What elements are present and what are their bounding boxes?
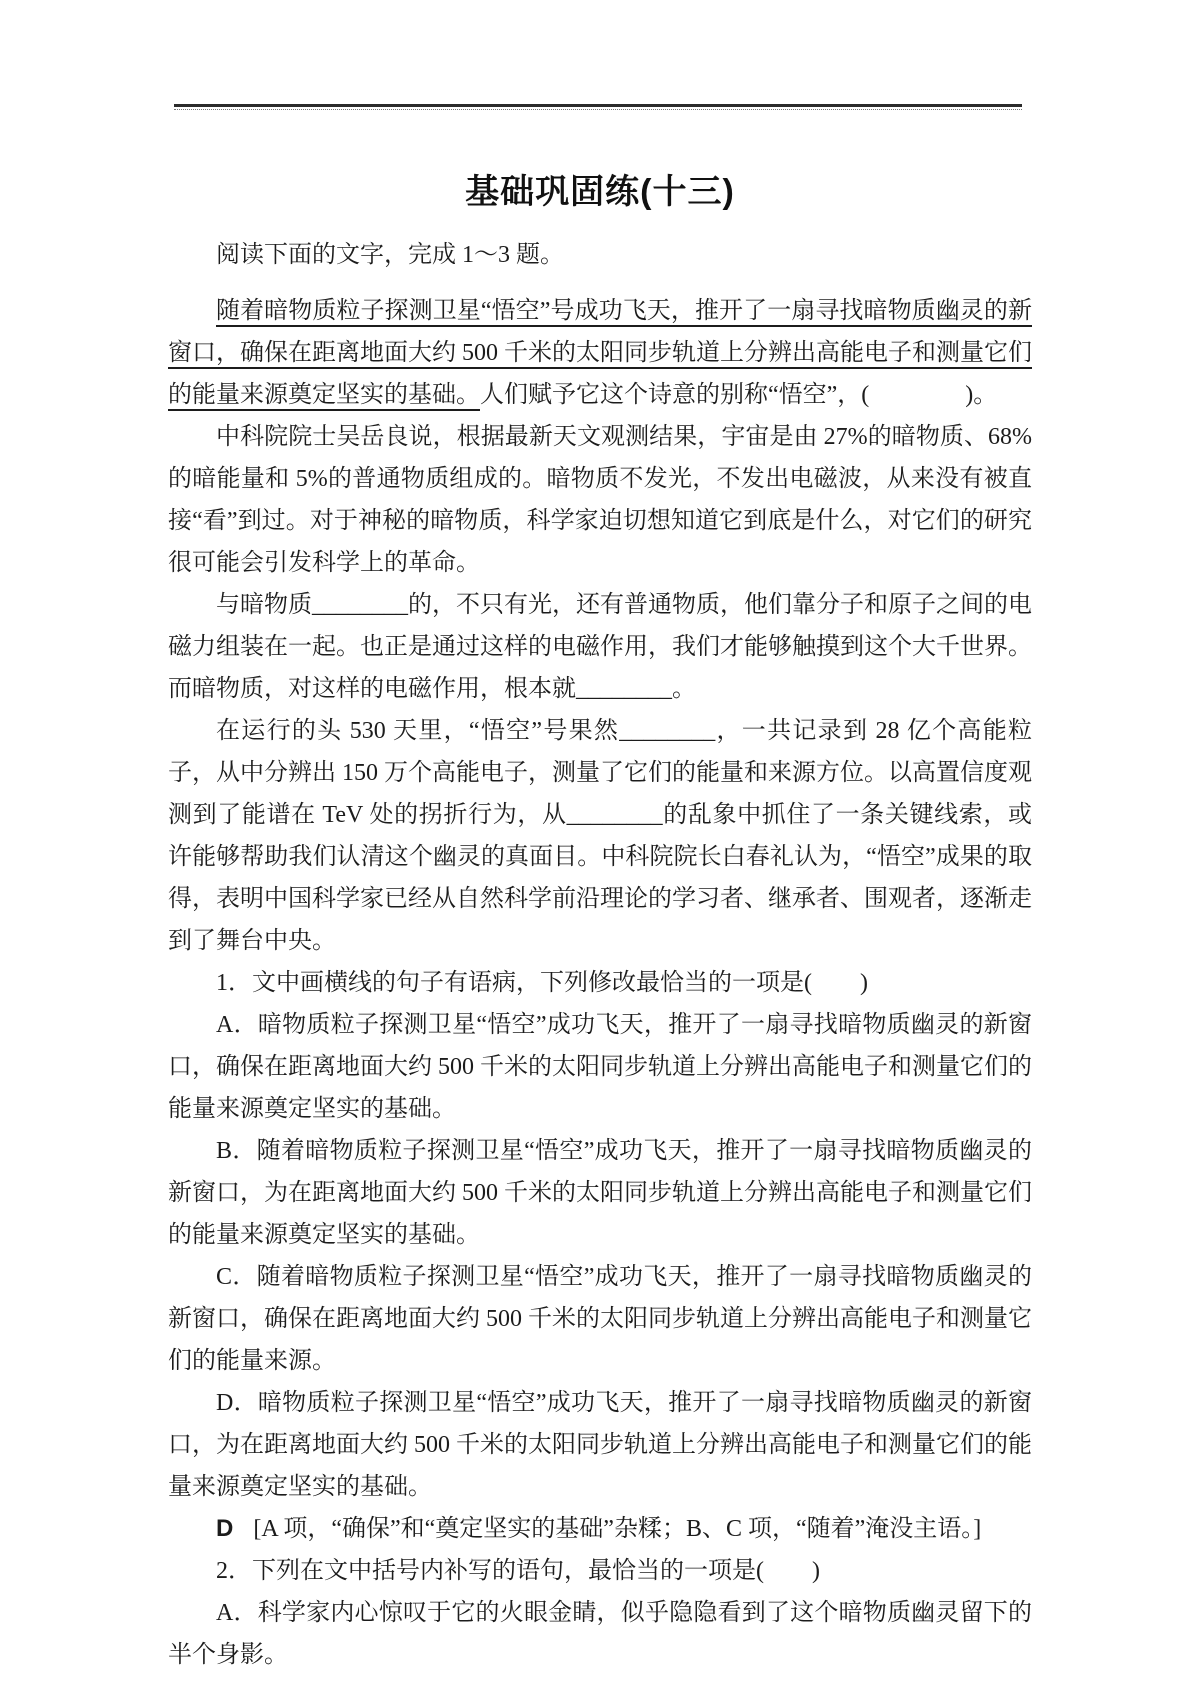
question-1-option-d: D．暗物质粒子探测卫星“悟空”成功飞天，推开了一扇寻找暗物质幽灵的新窗口，为在距离地面大约 500 千米的太阳同步轨道上分辨出高能电子和测量它们的能量来源奠定坚实的基础。 — [168, 1390, 1032, 1500]
passage-paragraph-2: 中科院院士吴岳良说，根据最新天文观测结果，宇宙是由 27%的暗物质、68%的暗能量和 5%的普通物质组成的。暗物质不发光，不发出电磁波，从来没有被直接“看”到过。对于神秘的暗物质，科学家迫切想知道它到底是什么，对它们的研究很可能会引发科学上的革命。 — [168, 424, 1032, 576]
question-2-option-a: A．科学家内心惊叹于它的火眼金睛，似乎隐隐看到了这个暗物质幽灵留下的半个身影。 — [168, 1600, 1032, 1668]
underlined-sentence: 随着暗物质粒子探测卫星“悟空”号成功飞天，推开了一扇寻找暗物质幽灵的新窗口，确保在距离地面大约 500 千米的太阳同步轨道上分辨出高能电子和测量它们的能量来源奠定坚实的基础。 — [168, 298, 1032, 408]
question-1-answer-line — [168, 1508, 1032, 1550]
passage-paragraph-4: 在运行的头 530 天里，“悟空”号果然________，一共记录到 28 亿个高能粒子，从中分辨出 150 万个高能电子，测量了它们的能量和来源方位。以高置信度观测到了能谱在 TeV 处的拐折行为，从________的乱象中抓住了一条关键线索，或许能够帮助我们认清这个幽灵的真面目。中科院院长白春礼认为，“悟空”成果的取得，表明中国科学家已经从自然科学前沿理论的学习者、继承者、围观者，逐渐走到了舞台中央。 — [168, 718, 1032, 954]
passage-paragraph-3: 与暗物质________的，不只有光，还有普通物质，他们靠分子和原子之间的电磁力组装在一起。也正是通过这样的电磁作用，我们才能够触摸到这个大千世界。而暗物质，对这样的电磁作用，根本就________。 — [168, 592, 1032, 702]
passage-paragraph-1 — [168, 290, 1032, 416]
intro-line: 阅读下面的文字，完成 1～3 题。 — [216, 242, 564, 268]
page-title: 基础巩固练(十三) — [465, 173, 735, 211]
question-1-stem: 1．文中画横线的句子有语病，下列修改最恰当的一项是( ) — [216, 970, 868, 996]
question-1-option-b: B．随着暗物质粒子探测卫星“悟空”成功飞天，推开了一扇寻找暗物质幽灵的新窗口，为在距离地面大约 500 千米的太阳同步轨道上分辨出高能电子和测量它们的能量来源奠定坚实的基础。 — [168, 1138, 1032, 1248]
question-1-option-c: C．随着暗物质粒子探测卫星“悟空”成功飞天，推开了一扇寻找暗物质幽灵的新窗口，确保在距离地面大约 500 千米的太阳同步轨道上分辨出高能电子和测量它们的能量来源。 — [168, 1264, 1032, 1374]
question-2-stem: 2．下列在文中括号内补写的语句，最恰当的一项是( ) — [216, 1558, 820, 1584]
header-rule — [174, 104, 1022, 110]
paragraph-1-rest: 人们赋予它这个诗意的别称“悟空”，( )。 — [480, 382, 998, 408]
question-1-option-a: A．暗物质粒子探测卫星“悟空”成功飞天，推开了一扇寻找暗物质幽灵的新窗口，确保在距离地面大约 500 千米的太阳同步轨道上分辨出高能电子和测量它们的能量来源奠定坚实的基础。 — [168, 1012, 1032, 1122]
document-body — [168, 234, 1032, 1676]
answer-explanation: [A 项，“确保”和“奠定坚实的基础”杂糅；B、C 项，“随着”淹没主语。] — [253, 1516, 982, 1542]
answer-letter: D — [216, 1515, 234, 1542]
